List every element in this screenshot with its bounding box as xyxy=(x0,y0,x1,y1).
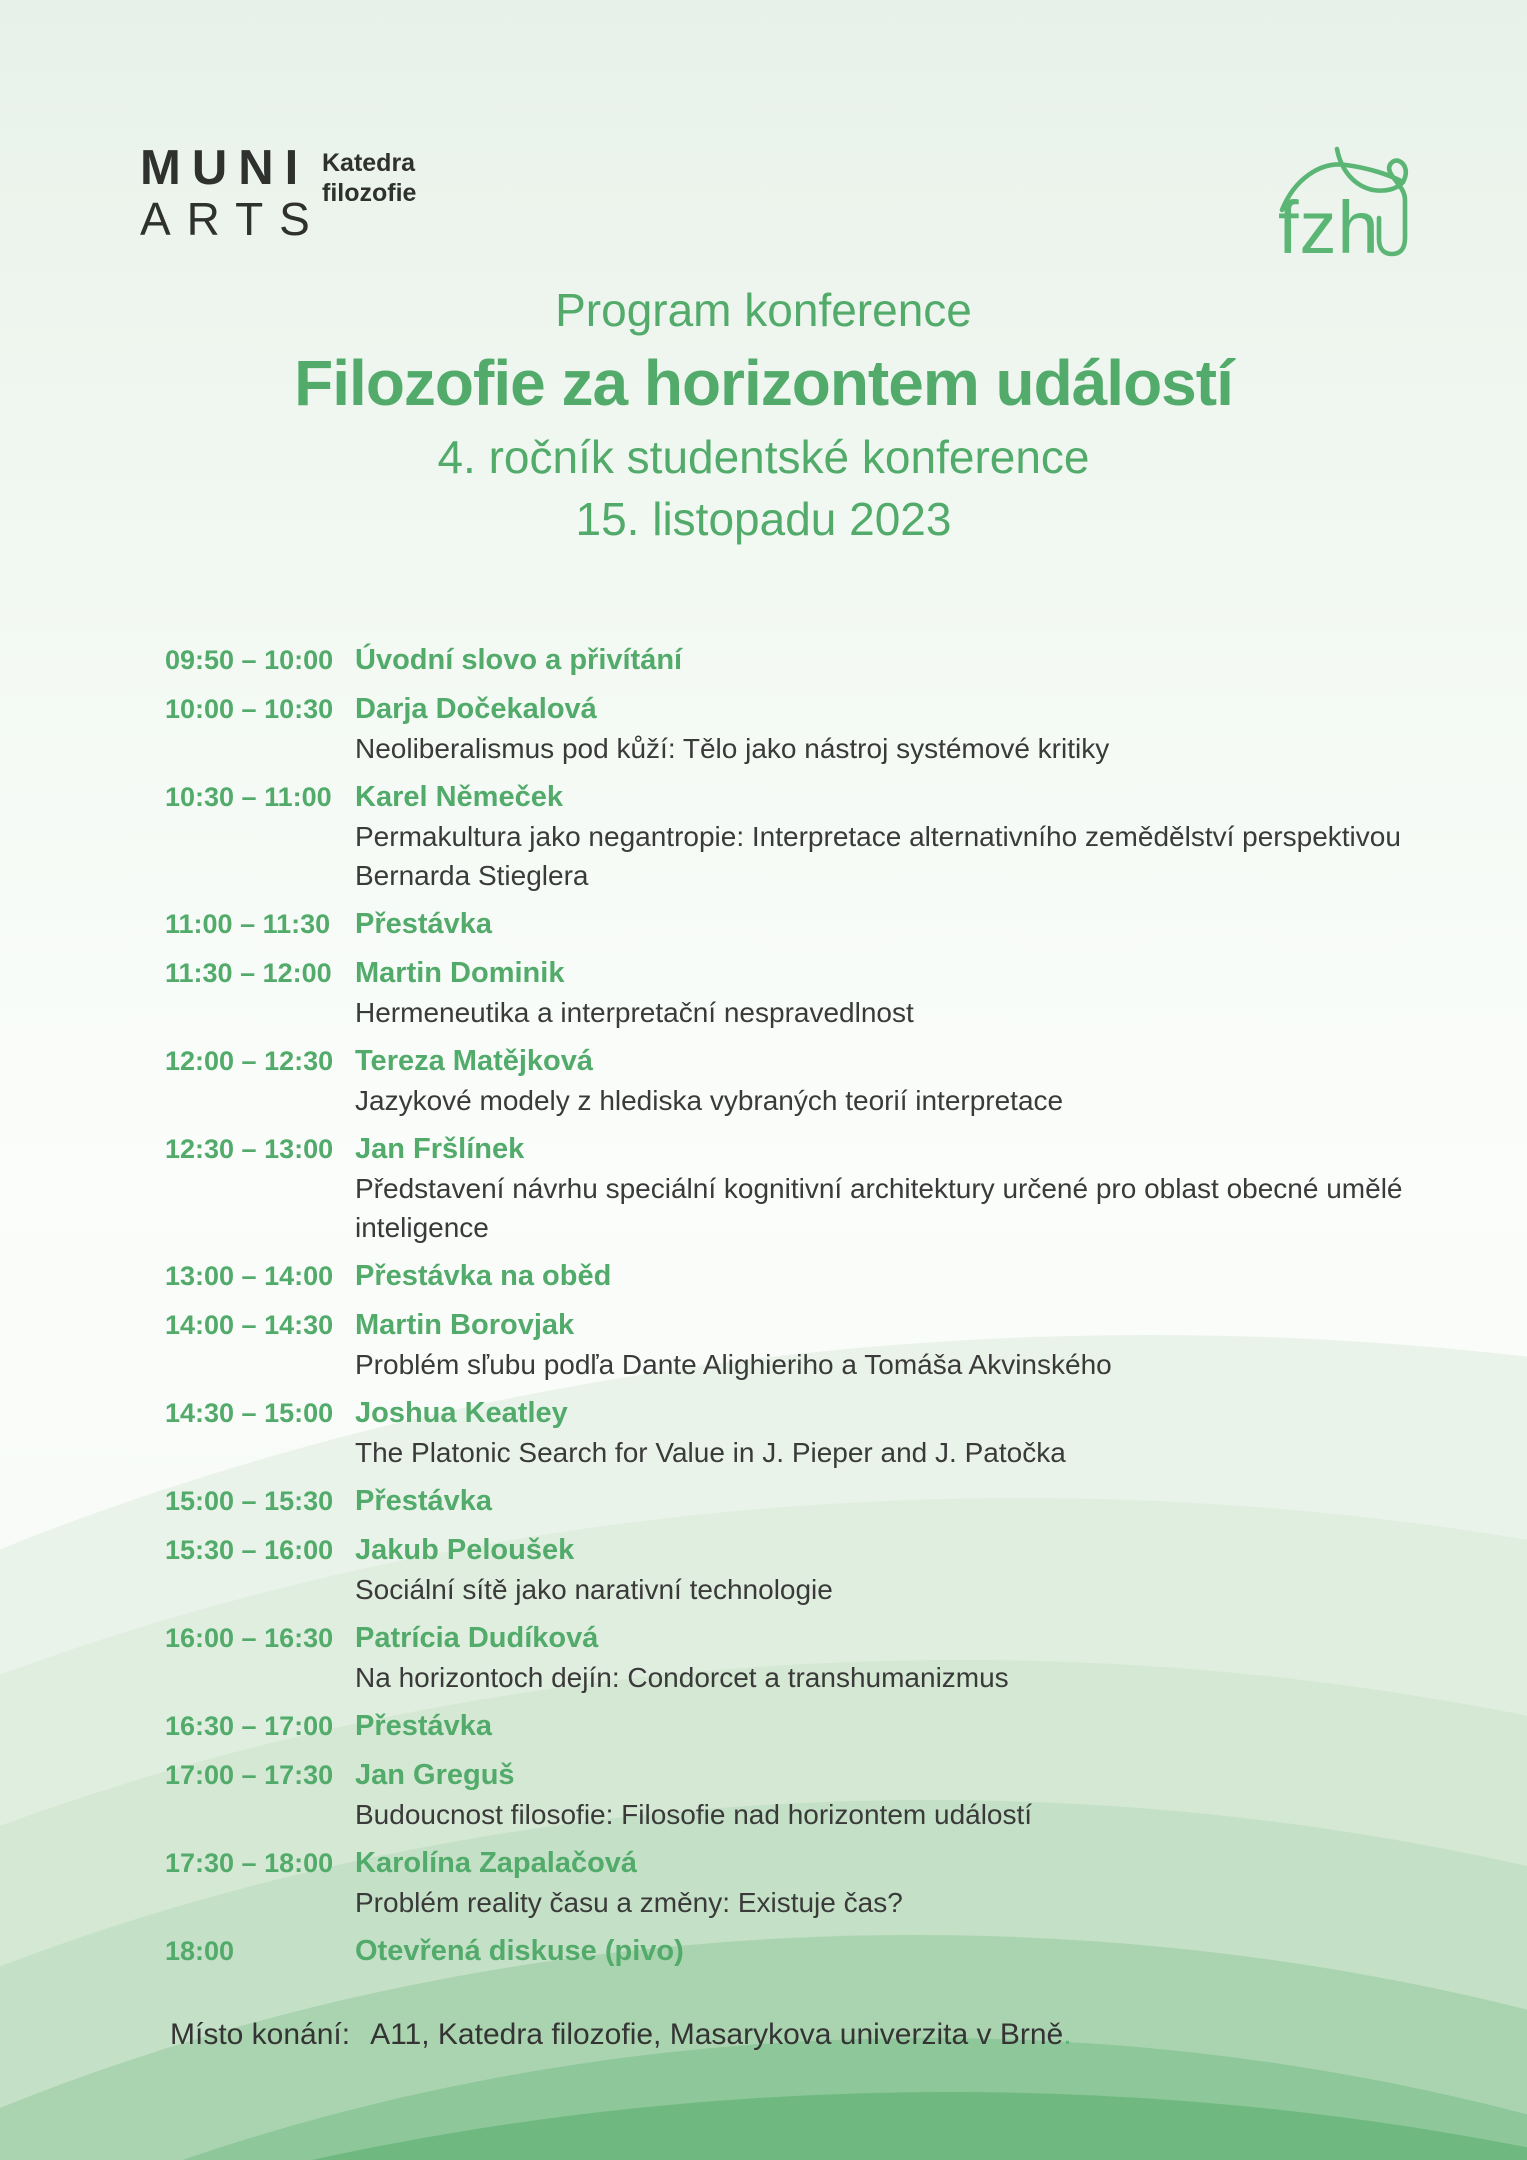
entry-topic: Neoliberalismus pod kůží: Tělo jako nástroj systémové kritiky xyxy=(355,733,1110,764)
entry-time: 11:30 – 12:00 xyxy=(165,958,332,988)
schedule-entry xyxy=(165,690,1457,768)
entry-title: Přestávka xyxy=(355,1485,493,1517)
subtitle: 4. ročník studentské konference xyxy=(437,431,1090,483)
entry-time: 13:00 – 14:00 xyxy=(165,1261,334,1291)
entry-time: 09:50 – 10:00 xyxy=(165,645,334,675)
venue-value: A11, Katedra filozofie, Masarykova univerzita v Brně xyxy=(370,2018,1064,2051)
entry-title: Úvodní slovo a přivítání xyxy=(355,644,683,676)
arts-logo-text: ARTS xyxy=(140,193,326,245)
poster-heading xyxy=(0,280,1527,550)
entry-title: Otevřená diskuse (pivo) xyxy=(355,1935,684,1967)
schedule-entry xyxy=(165,1130,1457,1247)
schedule-entry xyxy=(165,954,1457,1032)
entry-title: Martin Borovjak xyxy=(355,1309,575,1341)
entry-topic: The Platonic Search for Value in J. Pieper and J. Patočka xyxy=(355,1437,1066,1468)
schedule-entry xyxy=(165,778,1457,895)
entry-time: 18:00 xyxy=(165,1936,235,1966)
schedule-entry xyxy=(165,1619,1457,1697)
page-title: Filozofie za horizontem událostí xyxy=(294,347,1233,419)
schedule-entry xyxy=(165,1844,1457,1922)
department-line1: Katedra xyxy=(322,149,416,177)
entry-time: 16:30 – 17:00 xyxy=(165,1711,334,1741)
schedule-entry xyxy=(165,1482,1457,1521)
entry-topic: Budoucnost filosofie: Filosofie nad horizontem událostí xyxy=(355,1799,1033,1830)
schedule-entry xyxy=(165,1042,1457,1120)
entry-time: 16:00 – 16:30 xyxy=(165,1623,334,1653)
entry-time: 17:00 – 17:30 xyxy=(165,1760,334,1790)
conference-date: 15. listopadu 2023 xyxy=(575,493,952,545)
entry-time: 17:30 – 18:00 xyxy=(165,1848,334,1878)
entry-time: 15:00 – 15:30 xyxy=(165,1486,334,1516)
entry-time: 12:00 – 12:30 xyxy=(165,1046,334,1076)
schedule-entry xyxy=(165,1756,1457,1834)
entry-time: 12:30 – 13:00 xyxy=(165,1134,334,1164)
entry-topic: Problém reality času a změny: Existuje čas? xyxy=(355,1887,903,1918)
entry-time: 14:30 – 15:00 xyxy=(165,1398,334,1428)
svg-text:fzh: fzh xyxy=(1278,186,1380,260)
schedule-entry xyxy=(165,1531,1457,1609)
muni-logo-text: MUNI xyxy=(140,141,310,195)
fzhu-logo xyxy=(1276,140,1414,260)
entry-title: Jan Fršlínek xyxy=(355,1133,525,1165)
entry-topic: Hermeneutika a interpretační nespravedlnost xyxy=(355,997,914,1028)
entry-time: 11:00 – 11:30 xyxy=(165,909,331,939)
department-name xyxy=(322,148,416,208)
entry-title: Patrícia Dudíková xyxy=(355,1622,599,1654)
venue-label: Místo konání: xyxy=(170,2018,351,2051)
entry-topic: Jazykové modely z hlediska vybraných teorií interpretace xyxy=(355,1085,1064,1116)
entry-time: 10:30 – 11:00 xyxy=(165,782,332,812)
schedule-entry xyxy=(165,905,1457,944)
entry-title: Martin Dominik xyxy=(355,957,565,989)
entry-topic: Problém sľubu podľa Dante Alighieriho a Tomáša Akvinského xyxy=(355,1349,1112,1380)
entry-title: Darja Dočekalová xyxy=(355,693,597,725)
entry-time: 14:00 – 14:30 xyxy=(165,1310,334,1340)
muni-arts-logo xyxy=(140,142,326,244)
entry-topic: Sociální sítě jako narativní technologie xyxy=(355,1574,833,1605)
department-line2: filozofie xyxy=(322,179,417,207)
fzhu-logo-icon xyxy=(1276,140,1414,260)
entry-title: Karolína Zapalačová xyxy=(355,1847,638,1879)
entry-topic: Představení návrhu speciální kognitivní architektury určené pro oblast obecné umělé inteligence xyxy=(355,1173,1403,1243)
entry-title: Karel Němeček xyxy=(355,781,563,813)
entry-title: Jakub Peloušek xyxy=(355,1534,575,1566)
schedule-entry xyxy=(165,1257,1457,1296)
entry-title: Přestávka xyxy=(355,1710,493,1742)
schedule-entry xyxy=(165,641,1457,680)
entry-time: 15:30 – 16:00 xyxy=(165,1535,334,1565)
venue-line xyxy=(170,2018,1072,2052)
kicker: Program konference xyxy=(555,284,972,336)
entry-time: 10:00 – 10:30 xyxy=(165,694,334,724)
schedule-entry xyxy=(165,1932,1457,1971)
entry-title: Tereza Matějková xyxy=(355,1045,594,1077)
entry-topic: Na horizontoch dejín: Condorcet a transhumanizmus xyxy=(355,1662,1009,1693)
venue-period: . xyxy=(1063,2018,1072,2051)
entry-title: Jan Greguš xyxy=(355,1759,515,1791)
entry-title: Přestávka xyxy=(355,908,493,940)
entry-topic: Permakultura jako negantropie: Interpretace alternativního zemědělství perspektivou Bernarda Stieglera xyxy=(355,821,1401,891)
entry-title: Přestávka na oběd xyxy=(355,1260,612,1292)
schedule-list xyxy=(165,641,1457,1981)
schedule-entry xyxy=(165,1707,1457,1746)
schedule-entry xyxy=(165,1306,1457,1384)
entry-title: Joshua Keatley xyxy=(355,1397,568,1429)
schedule-entry xyxy=(165,1394,1457,1472)
